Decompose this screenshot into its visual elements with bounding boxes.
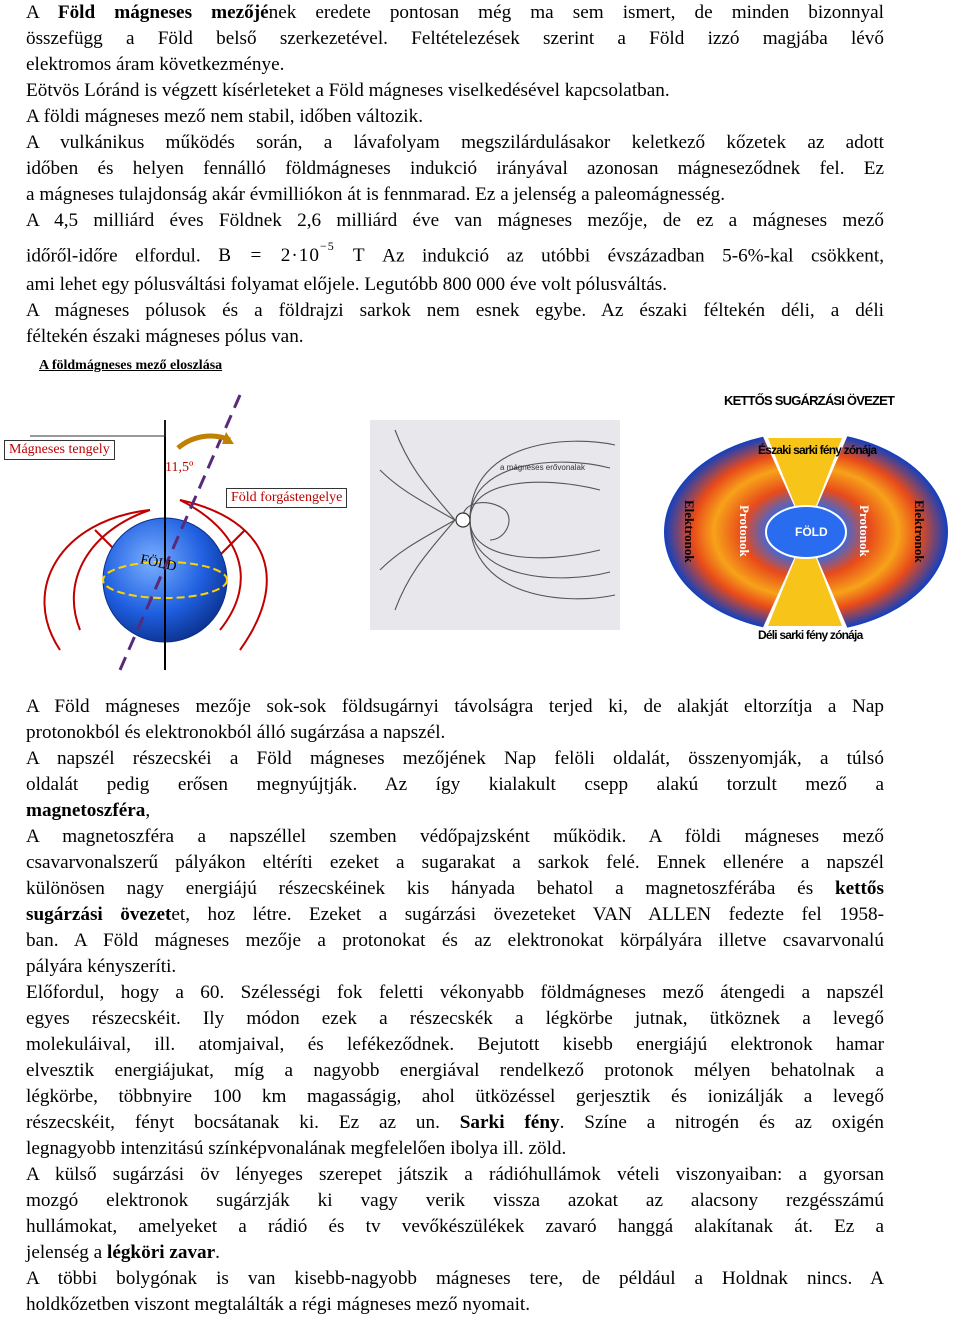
intro-line: a mágneses tulajdonság akár évmilliókon át is fennmarad. Ez a jelenség a paleomágnesség. xyxy=(26,184,726,205)
body-line: csavarvonalszerű pályákon eltéríti ezeket a sugarakat a sarkok felé. Ennek ellenére a napszél xyxy=(26,852,884,873)
intro-line: féltekén északi mágneses pólus van. xyxy=(26,326,304,348)
field-line-diagram xyxy=(370,420,620,630)
text-run: időről-időre elfordul. xyxy=(26,245,201,267)
body-line: ban. A Föld mágneses mezője a protonokat és az elektronokat körpályára illetve csavarvonalú xyxy=(26,930,884,951)
belt-title: KETTŐS SUGÁRZÁSI ÖVEZET xyxy=(724,393,895,408)
body-line: elvesztik energiájukat, míg a nagyobb energiával rendelkező protonok mélyen behatolnak a xyxy=(26,1060,884,1081)
body-line xyxy=(26,1110,884,1136)
intro-line: A 4,5 milliárd éves Földnek 2,6 milliárd éve van mágneses mezője, de ez a mágneses mező xyxy=(26,210,884,231)
body-line: holdkőzetben viszont megtalálták a régi mágneses mező nyomait. xyxy=(26,1294,531,1315)
intro-line: időben és helyen fennálló földmágneses indukció irányával azonosan mágneseződnek fel. Ez xyxy=(26,158,884,179)
text-run: . Színe a nitrogén és az oxigén xyxy=(559,1112,884,1133)
text-run: nek eredete pontosan még ma sem ismert, de minden bizonnyal xyxy=(268,2,884,23)
intro-line: ami lehet egy pólusváltási folyamat előjele. Legutóbb 800 000 éve volt pólusváltás. xyxy=(26,274,668,296)
body-line: A többi bolygónak is van kisebb-nagyobb mágneses tere, de például a Holdnak nincs. A xyxy=(26,1268,884,1289)
protons-label-left: Protonok xyxy=(737,505,752,557)
intro-line-formula xyxy=(26,234,884,272)
intro-line xyxy=(26,0,884,26)
north-aurora-label: Északi sarki fény zónája xyxy=(758,443,877,457)
intro-line: A vulkánikus működés során, a lávafolyam megszilárdulásakor keletkező kőzetek az adott xyxy=(26,132,884,153)
intro-line: A földi mágneses mező nem stabil, időben változik. xyxy=(26,106,423,127)
bold-term: magnetoszféra xyxy=(26,800,146,821)
belt-earth-label: FÖLD xyxy=(795,525,828,539)
body-line: mozgó elektronok sugárzják ki vagy verik vissza azokat az alacsony rezgésszámú xyxy=(26,1190,884,1211)
rotation-axis-label: Föld forgástengelye xyxy=(226,488,347,508)
text-run: különösen nagy energiájú részecskéinek kis hányada behatol a magnetoszférába és xyxy=(26,878,835,899)
field-caption: a mágneses erővonalak xyxy=(500,463,585,472)
body-line: A Föld mágneses mezője sok-sok földsugárnyi távolságra terjed ki, de alakját eltorzítja a Nap xyxy=(26,696,884,717)
body-line: A külső sugárzási öv lényeges szerepet játszik a rádióhullámok vételi viszonyaiban: a gyorsan xyxy=(26,1164,884,1185)
text-run: , xyxy=(145,800,151,821)
body-line: legnagyobb intenzitású színképvonalának megfelelően ibolya ill. zöld. xyxy=(26,1138,567,1159)
earth-label: FÖLD xyxy=(138,552,178,575)
body-line: egyes részecskéit. Ily módon ezek a részecskék a légkörbe jutnak, ütköznek a levegő xyxy=(26,1008,884,1029)
text-run: Az indukció az utóbbi évszázadban 5-6%-kal csökkent, xyxy=(382,245,884,267)
body-line: molekuláival, ill. atomjaival, és lefékeződnek. Bejutott kisebb energiájú elektronok hamar xyxy=(26,1034,884,1055)
electrons-label-right: Elektronok xyxy=(912,500,927,563)
body-line: A magnetoszféra a napszéllel szemben védőpajzsként működik. A földi mágneses mező xyxy=(26,826,884,847)
south-aurora-label: Déli sarki fény zónája xyxy=(758,628,863,642)
angle-label: 11,5º xyxy=(165,460,194,475)
text-run: részecskéit, fényt bocsátanak ki. Ez az un. xyxy=(26,1112,460,1133)
body-line: Előfordul, hogy a 60. Szélességi fok feletti vékonyabb földmágneses mező átengedi a napszél xyxy=(26,982,884,1003)
bold-term: Föld mágneses mezőjé xyxy=(57,2,269,23)
body-line xyxy=(26,902,884,928)
body-line: hullámokat, amelyeket a rádió és tv vevőkészülékek zavaró hanggá alakítanak át. Ez a xyxy=(26,1216,884,1237)
intro-text xyxy=(26,0,884,350)
intro-line: A mágneses pólusok és a földrajzi sarkok nem esnek egybe. Az északi féltekén déli, a déli xyxy=(26,300,884,322)
body-line: A napszél részecskéi a Föld mágneses mezőjének Nap felöli oldalát, összenyomják, a túlsó xyxy=(26,748,884,769)
body-text xyxy=(26,694,884,1318)
body-line xyxy=(26,1240,884,1266)
bold-term: Sarki fény xyxy=(459,1112,560,1133)
bold-term: kettős xyxy=(834,878,884,899)
text-run: et, hoz létre. Ezeket a sugárzási övezeteket VAN ALLEN fedezte fel 1958- xyxy=(171,904,884,925)
text-run: A xyxy=(26,2,58,23)
bold-term: légköri zavar xyxy=(106,1242,216,1263)
intro-line: Eötvös Lóránd is végzett kísérleteket a Föld mágneses viselkedésével kapcsolatban. xyxy=(26,80,670,101)
body-line: pályára kényszeríti. xyxy=(26,956,177,977)
figure-title: A földmágneses mező eloszlása xyxy=(39,358,223,373)
body-line xyxy=(26,876,884,902)
formula-exponent: −5 xyxy=(319,239,335,253)
induction-formula xyxy=(218,239,366,267)
earth-globe xyxy=(30,395,267,670)
intro-line: összefügg a Föld belső szerkezetével. Feltételezések szerint a Föld izzó magjába lévő xyxy=(26,28,884,49)
bold-term: sugárzási övezet xyxy=(26,904,172,925)
body-line: oldalát pedig erősen megnyújtják. Az így kialakult csepp alakú torzult mező a xyxy=(26,774,884,795)
text-run: . xyxy=(215,1242,220,1263)
intro-line: elektromos áram következménye. xyxy=(26,54,285,75)
formula-lhs: B = 2·10 xyxy=(218,245,320,267)
text-run: jelenség a xyxy=(26,1242,107,1263)
body-line: protonokból és elektronokból álló sugárzása a napszél. xyxy=(26,722,446,743)
electrons-label-left: Elektronok xyxy=(682,500,697,563)
formula-unit: T xyxy=(352,245,366,267)
protons-label-right: Protonok xyxy=(857,505,872,557)
magnetic-axis-label: Mágneses tengely xyxy=(4,440,115,460)
body-line: légkörbe, többnyire 100 km magasságig, ahol ütközéssel gerjesztik és ionizálják a levegő xyxy=(26,1086,884,1107)
body-line xyxy=(26,798,884,824)
